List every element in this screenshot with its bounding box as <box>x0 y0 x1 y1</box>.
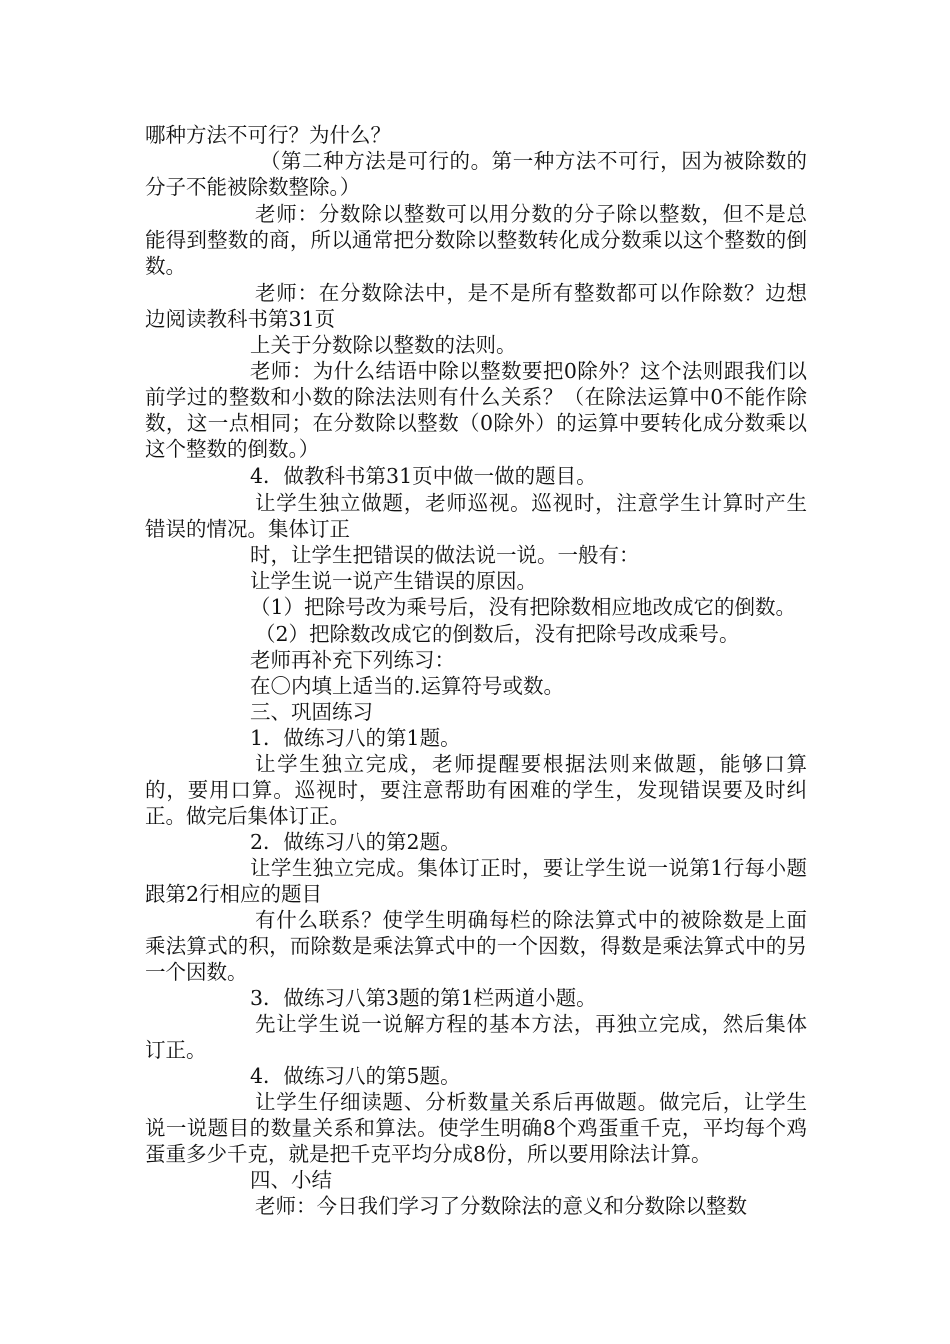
paragraph: 2．做练习八的第2题。 <box>250 830 461 854</box>
paragraph: （2）把除数改成它的倒数后，没有把除号改成乘号。 <box>255 622 740 646</box>
paragraph: （第二种方法是可行的。第一种方法不可行，因为被除数的分子不能被除数整除。） <box>145 149 807 199</box>
paragraph: 4．做练习八的第5题。 <box>250 1064 461 1088</box>
paragraph: 老师：在分数除法中，是不是所有整数都可以作除数？边想边阅读教科书第31页 <box>145 281 807 331</box>
paragraph: 1．做练习八的第1题。 <box>250 726 461 750</box>
paragraph: 让学生独立做题，老师巡视。巡视时，注意学生计算时产生错误的情况。集体订正 <box>145 491 807 541</box>
paragraph: 让学生独立完成。集体订正时，要让学生说一说第1行每小题跟第2行相应的题目 <box>145 856 807 906</box>
paragraph: 老师再补充下列练习： <box>250 648 455 672</box>
paragraph: 上关于分数除以整数的法则。 <box>250 333 517 357</box>
paragraph: 先让学生说一说解方程的基本方法，再独立完成，然后集体订正。 <box>145 1012 807 1062</box>
paragraph: 老师：今日我们学习了分数除法的意义和分数除以整数 <box>255 1194 747 1218</box>
paragraph: 老师：为什么结语中除以整数要把0除外？这个法则跟我们以前学过的整数和小数的除法法则有什么关系？（在除法运算中0不能作除数，这一点相同；在分数除以整数（0除外）的运算中要转化成分数乘以这个整数的倒数。） <box>145 359 807 461</box>
paragraph: 让学生独立完成，老师提醒要根据法则来做题，能够口算的，要用口算。巡视时，要注意帮助有困难的学生，发现错误要及时纠正。做完后集体订正。 <box>145 752 807 828</box>
paragraph: 老师：分数除以整数可以用分数的分子除以整数，但不是总能得到整数的商，所以通常把分数除以整数转化成分数乘以这个整数的倒数。 <box>145 202 807 278</box>
paragraph: 3．做练习八第3题的第1栏两道小题。 <box>250 986 597 1010</box>
paragraph: 4．做教科书第31页中做一做的题目。 <box>250 464 597 488</box>
paragraph: 让学生仔细读题、分析数量关系后再做题。做完后，让学生说一说题目的数量关系和算法。使学生明确8个鸡蛋重千克，平均每个鸡蛋重多少千克，就是把千克平均分成8份，所以要用除法计算。 <box>145 1090 807 1166</box>
document-body <box>145 122 807 1219</box>
paragraph: 有什么联系？使学生明确每栏的除法算式中的被除数是上面乘法算式的积，而除数是乘法算式中的一个因数，得数是乘法算式中的另一个因数。 <box>145 908 807 984</box>
paragraph: （1）把除号改为乘号后，没有把除数相应地改成它的倒数。 <box>250 595 797 619</box>
paragraph: 在〇内填上适当的.运算符号或数。 <box>250 674 565 698</box>
section-heading: 四、小结 <box>250 1168 332 1192</box>
section-heading: 三、巩固练习 <box>250 700 373 724</box>
paragraph: 时，让学生把错误的做法说一说。一般有： <box>250 543 640 567</box>
paragraph: 让学生说一说产生错误的原因。 <box>250 569 537 593</box>
paragraph: 哪种方法不可行？为什么？ <box>145 123 391 147</box>
